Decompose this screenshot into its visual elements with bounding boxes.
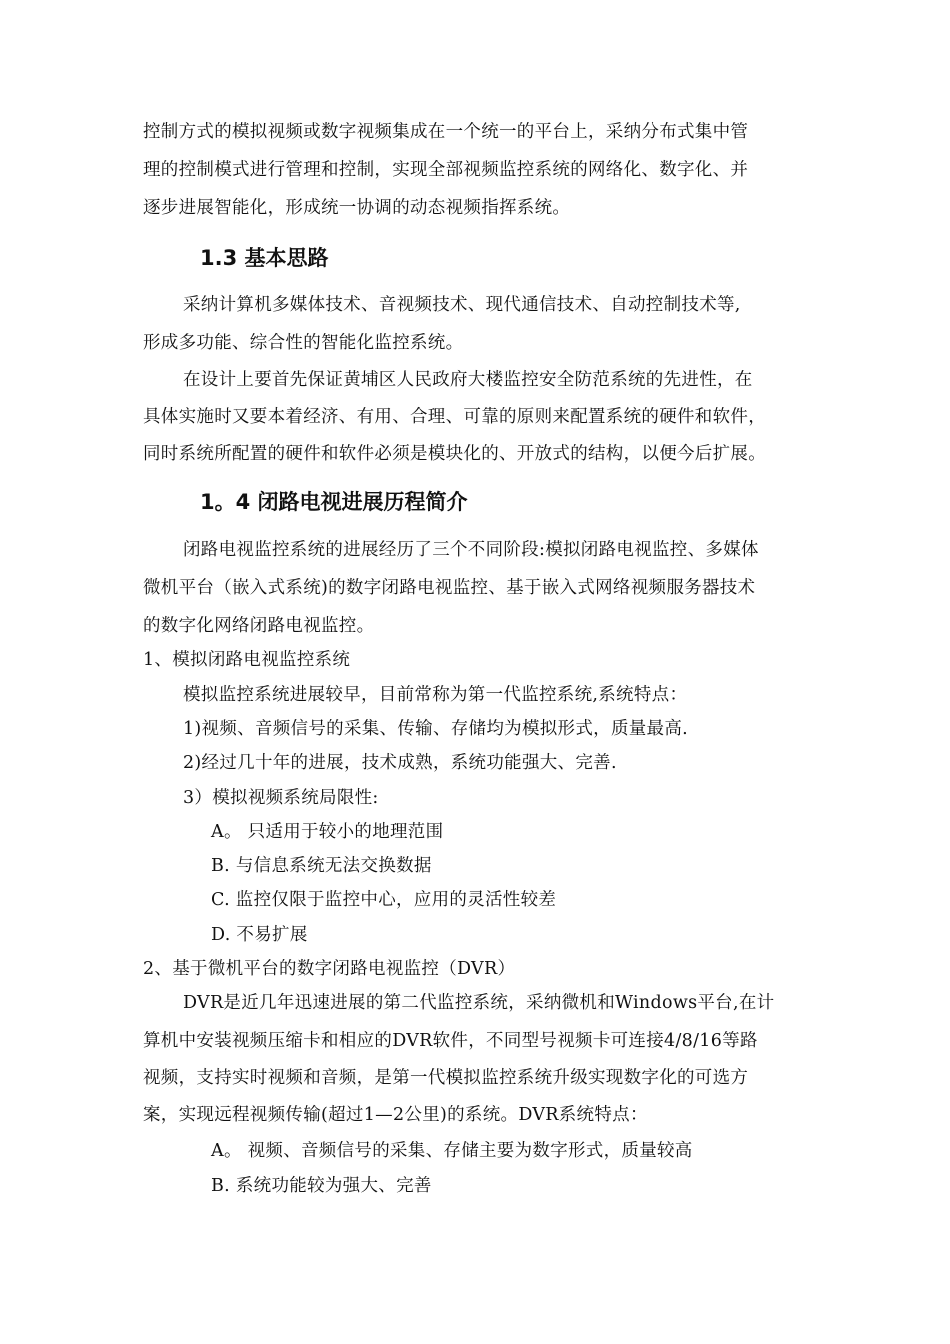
text-line: 逐步进展智能化，形成统一协调的动态视频指挥系统。 — [143, 198, 571, 218]
list-item: D. 不易扩展 — [211, 925, 308, 945]
text-line: 具体实施时又要本着经济、有用、合理、可靠的原则来配置系统的硬件和软件， — [143, 407, 766, 427]
list-item-title: 1、模拟闭路电视监控系统 — [143, 650, 351, 670]
list-item: 3）模拟视频系统局限性: — [183, 788, 379, 808]
text-line: 控制方式的模拟视频或数字视频集成在一个统一的平台上，采纳分布式集中管 — [143, 122, 749, 142]
text-line: 算机中安装视频压缩卡和相应的DVR软件，不同型号视频卡可连接4/8/16等路 — [143, 1031, 758, 1051]
text-line: 在设计上要首先保证黄埔区人民政府大楼监控安全防范系统的先进性，在 — [183, 370, 753, 390]
text-line: 形成多功能、综合性的智能化监控系统。 — [143, 333, 464, 353]
text-line: DVR是近几年迅速进展的第二代监控系统，采纳微机和Windows平台,在计 — [183, 993, 775, 1013]
text-line: 微机平台（嵌入式系统)的数字闭路电视监控、基于嵌入式网络视频服务器技术 — [143, 578, 756, 598]
text-line: 同时系统所配置的硬件和软件必须是模块化的、开放式的结构，以便今后扩展。 — [143, 444, 766, 464]
list-item: A。 视频、音频信号的采集、存储主要为数字形式，质量较高 — [211, 1141, 693, 1161]
text-line: 案，实现远程视频传输(超过1—2公里)的系统。DVR系统特点： — [143, 1105, 648, 1125]
list-item: A。 只适用于较小的地理范围 — [211, 822, 444, 842]
text-line: 采纳计算机多媒体技术、音视频技术、现代通信技术、自动控制技术等, — [183, 295, 741, 315]
list-item: 1)视频、音频信号的采集、传输、存储均为模拟形式，质量最高. — [183, 719, 689, 739]
list-item: C. 监控仅限于监控中心，应用的灵活性较差 — [211, 890, 557, 910]
section-heading-1-3: 1.3 基本思路 — [200, 246, 329, 270]
list-item: B. 与信息系统无法交换数据 — [211, 856, 432, 876]
list-item-intro: 模拟监控系统进展较早，目前常称为第一代监控系统,系统特点： — [183, 685, 688, 705]
text-line: 闭路电视监控系统的进展经历了三个不同阶段:模拟闭路电视监控、多媒体 — [183, 540, 759, 560]
list-item-title: 2、基于微机平台的数字闭路电视监控（DVR） — [143, 959, 516, 979]
section-heading-1-4: 1。4 闭路电视进展历程简介 — [200, 490, 468, 514]
text-line: 视频，支持实时视频和音频，是第一代模拟监控系统升级实现数字化的可选方 — [143, 1068, 749, 1088]
text-line: 的数字化网络闭路电视监控。 — [143, 616, 375, 636]
list-item: B. 系统功能较为强大、完善 — [211, 1176, 432, 1196]
text-line: 理的控制模式进行管理和控制，实现全部视频监控系统的网络化、数字化、并 — [143, 160, 749, 180]
list-item: 2)经过几十年的进展，技术成熟，系统功能强大、完善. — [183, 753, 617, 773]
